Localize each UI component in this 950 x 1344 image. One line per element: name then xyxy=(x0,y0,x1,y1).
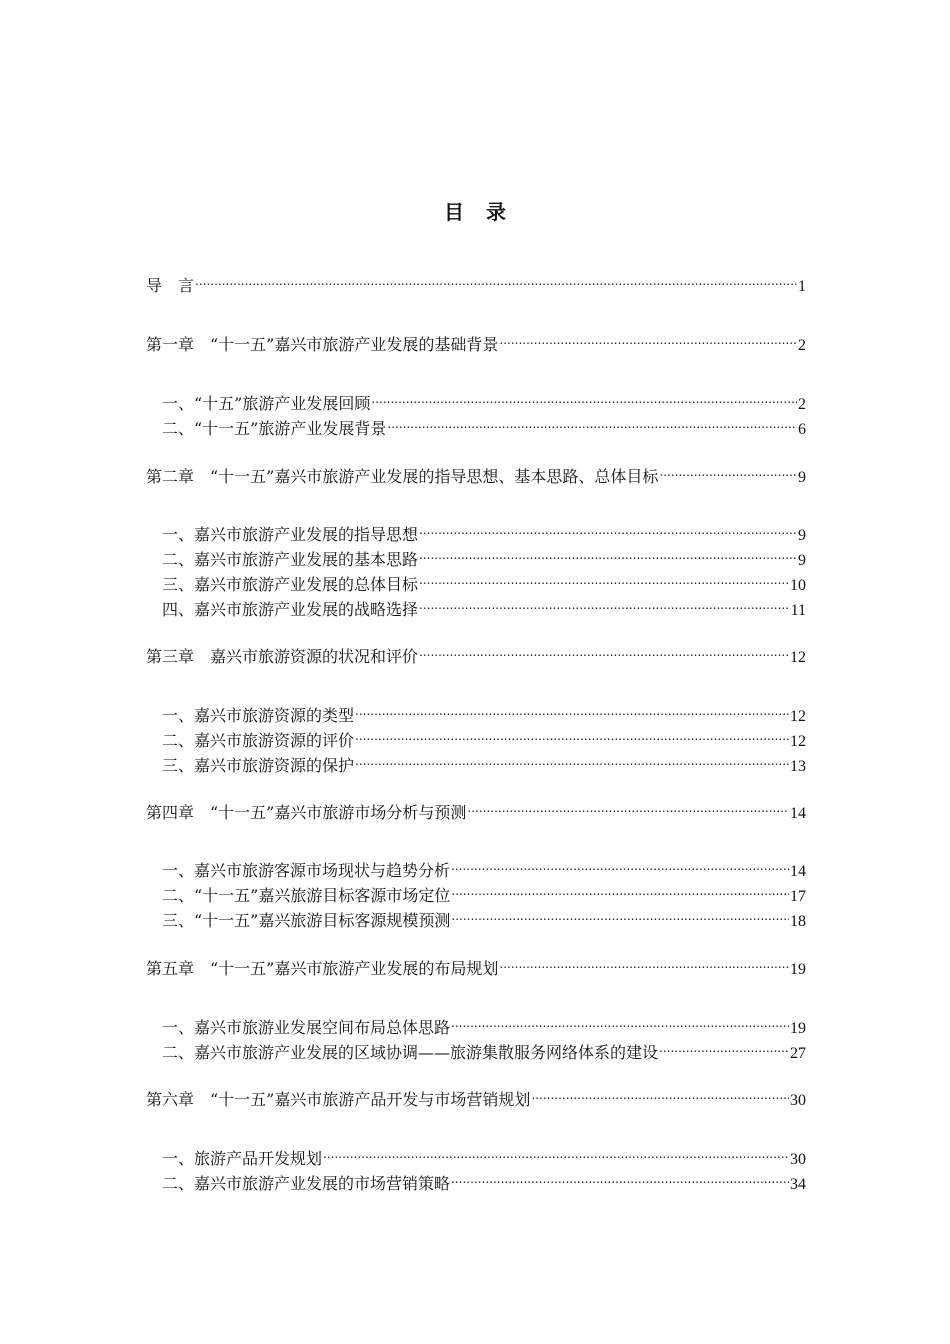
toc-entry-chapter-5[interactable] xyxy=(146,952,806,981)
toc-dot-leader xyxy=(371,387,797,409)
toc-dot-leader xyxy=(531,1083,789,1105)
toc-entry-text: 二、“十一五”嘉兴旅游目标客源市场定位 xyxy=(162,886,451,905)
toc-dot-leader xyxy=(419,568,789,590)
toc-dot-leader xyxy=(355,724,789,746)
toc-entry-chapter-1[interactable] xyxy=(146,328,806,357)
toc-dot-leader xyxy=(659,460,797,482)
table-of-contents xyxy=(146,0,806,1344)
toc-page-number: 10 xyxy=(790,577,806,594)
toc-page-number: 1 xyxy=(798,278,806,295)
toc-entry-text: 一、嘉兴市旅游资源的类型 xyxy=(162,706,355,725)
toc-dot-leader xyxy=(195,269,797,291)
toc-dot-leader xyxy=(451,1011,789,1033)
toc-entry-text: 第一章 “十一五”嘉兴市旅游产业发展的基础背景 xyxy=(146,335,499,354)
toc-dot-leader xyxy=(659,1036,789,1058)
toc-page-number: 14 xyxy=(790,805,806,822)
toc-dot-leader xyxy=(323,1142,789,1164)
toc-entry-text: 一、“十五”旅游产业发展回顾 xyxy=(162,394,371,413)
toc-entry-text: 二、嘉兴市旅游产业发展的区域协调——旅游集散服务网络体系的建设 xyxy=(162,1043,659,1062)
toc-entry-section[interactable] xyxy=(162,1036,806,1065)
toc-entry-text: 第四章 “十一五”嘉兴市旅游市场分析与预测 xyxy=(146,803,467,822)
toc-entry-text: 二、“十一五”旅游产业发展背景 xyxy=(162,419,387,438)
toc-page-number: 2 xyxy=(798,337,806,354)
toc-dot-leader xyxy=(419,593,790,615)
toc-dot-leader xyxy=(451,904,789,926)
toc-page-number: 13 xyxy=(790,758,806,775)
toc-entry-section[interactable] xyxy=(162,749,806,778)
toc-entry-text: 四、嘉兴市旅游产业发展的战略选择 xyxy=(162,600,419,619)
toc-page-number: 19 xyxy=(790,1020,806,1037)
toc-page-number: 12 xyxy=(790,733,806,750)
toc-entry-chapter-2[interactable] xyxy=(146,460,806,489)
toc-entry-text: 三、嘉兴市旅游产业发展的总体目标 xyxy=(162,575,419,594)
toc-entry-text: 一、嘉兴市旅游客源市场现状与趋势分析 xyxy=(162,861,451,880)
toc-page-number: 12 xyxy=(790,649,806,666)
toc-entry-section[interactable] xyxy=(162,593,806,622)
toc-dot-leader xyxy=(451,879,789,901)
toc-entry-section[interactable] xyxy=(162,1167,806,1196)
toc-entry-text: 三、嘉兴市旅游资源的保护 xyxy=(162,756,355,775)
toc-dot-leader xyxy=(499,328,797,350)
toc-page-number: 14 xyxy=(790,863,806,880)
toc-entry-preface[interactable] xyxy=(146,269,806,298)
toc-entry-chapter-3[interactable] xyxy=(146,640,806,669)
toc-page-number: 18 xyxy=(790,913,806,930)
toc-page-number: 30 xyxy=(790,1151,806,1168)
toc-page-number: 34 xyxy=(790,1176,806,1193)
toc-entry-text: 第二章 “十一五”嘉兴市旅游产业发展的指导思想、基本思路、总体目标 xyxy=(146,467,659,486)
toc-page-number: 17 xyxy=(790,888,806,905)
toc-dot-leader xyxy=(419,518,797,540)
toc-entry-section[interactable] xyxy=(162,412,806,441)
toc-entry-text: 第六章 “十一五”嘉兴市旅游产品开发与市场营销规划 xyxy=(146,1090,531,1109)
toc-entry-section[interactable] xyxy=(162,904,806,933)
toc-entry-text: 一、旅游产品开发规划 xyxy=(162,1149,323,1168)
toc-page-number: 6 xyxy=(798,421,806,438)
toc-dot-leader xyxy=(419,543,797,565)
toc-dot-leader xyxy=(451,854,789,876)
toc-page-number: 30 xyxy=(790,1092,806,1109)
toc-page-number: 12 xyxy=(790,708,806,725)
toc-page-number: 2 xyxy=(798,396,806,413)
toc-dot-leader xyxy=(355,699,789,721)
toc-page-number: 11 xyxy=(790,602,806,619)
toc-entry-text: 一、嘉兴市旅游产业发展的指导思想 xyxy=(162,525,419,544)
toc-dot-leader xyxy=(499,952,789,974)
toc-page-number: 9 xyxy=(798,527,806,544)
toc-title: 目录 xyxy=(444,200,528,224)
toc-dot-leader xyxy=(419,640,789,662)
toc-entry-text: 第三章 嘉兴市旅游资源的状况和评价 xyxy=(146,647,419,666)
toc-entry-text: 一、嘉兴市旅游业发展空间布局总体思路 xyxy=(162,1018,451,1037)
toc-entry-text: 二、嘉兴市旅游产业发展的市场营销策略 xyxy=(162,1174,451,1193)
toc-entry-chapter-4[interactable] xyxy=(146,796,806,825)
toc-page-number: 27 xyxy=(790,1045,806,1062)
toc-dot-leader xyxy=(451,1167,789,1189)
toc-entry-chapter-6[interactable] xyxy=(146,1083,806,1112)
toc-page-number: 9 xyxy=(798,552,806,569)
toc-entry-text: 二、嘉兴市旅游产业发展的基本思路 xyxy=(162,550,419,569)
toc-page-number: 9 xyxy=(798,469,806,486)
toc-entry-text: 第五章 “十一五”嘉兴市旅游产业发展的布局规划 xyxy=(146,959,499,978)
toc-entry-text: 三、“十一五”嘉兴旅游目标客源规模预测 xyxy=(162,911,451,930)
toc-page-number: 19 xyxy=(790,961,806,978)
toc-dot-leader xyxy=(387,412,797,434)
toc-dot-leader xyxy=(355,749,789,771)
toc-entry-text: 二、嘉兴市旅游资源的评价 xyxy=(162,731,355,750)
toc-dot-leader xyxy=(467,796,789,818)
toc-entry-text: 导 言 xyxy=(146,276,195,295)
